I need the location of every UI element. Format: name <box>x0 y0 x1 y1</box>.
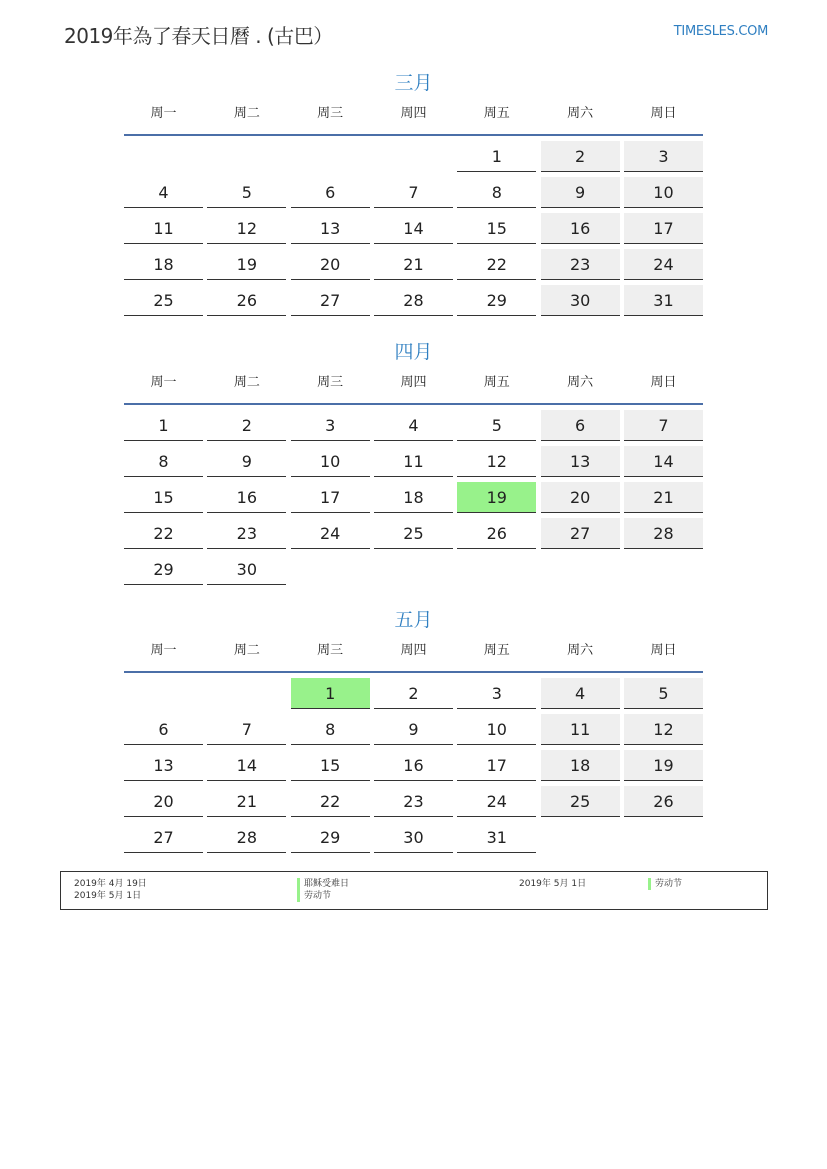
day-cell: 28 <box>207 822 286 853</box>
day-cell: 14 <box>207 750 286 781</box>
empty-cell <box>124 678 203 709</box>
weekend-day-cell: 20 <box>541 482 620 513</box>
weekend-day-cell: 3 <box>624 141 703 172</box>
legend-holiday-name: 耶稣受难日 <box>304 879 350 889</box>
day-grid <box>124 410 703 590</box>
day-cell: 6 <box>124 714 203 745</box>
day-cell: 8 <box>124 446 203 477</box>
day-cell: 18 <box>124 249 203 280</box>
weekend-day-cell: 26 <box>624 786 703 817</box>
weekend-day-cell: 5 <box>624 678 703 709</box>
day-cell: 12 <box>457 446 536 477</box>
day-cell: 27 <box>291 285 370 316</box>
weekday-label: 周六 <box>567 106 594 121</box>
day-cell: 13 <box>124 750 203 781</box>
weekday-label: 周五 <box>483 643 510 658</box>
day-cell: 15 <box>291 750 370 781</box>
weekday-label: 周二 <box>233 106 260 121</box>
weekday-label: 周六 <box>567 643 594 658</box>
legend-date: 2019年 4月 19日 <box>74 879 147 889</box>
day-cell: 28 <box>374 285 453 316</box>
page-title: 2019年為了春天日曆 . (古巴） <box>64 24 333 48</box>
day-cell: 20 <box>291 249 370 280</box>
day-cell: 3 <box>457 678 536 709</box>
day-cell: 27 <box>124 822 203 853</box>
day-cell: 24 <box>291 518 370 549</box>
weekend-day-cell: 13 <box>541 446 620 477</box>
day-cell: 18 <box>374 482 453 513</box>
weekend-day-cell: 14 <box>624 446 703 477</box>
weekend-day-cell: 24 <box>624 249 703 280</box>
day-cell: 19 <box>207 249 286 280</box>
weekend-day-cell: 11 <box>541 714 620 745</box>
weekend-day-cell: 19 <box>624 750 703 781</box>
weekend-day-cell: 10 <box>624 177 703 208</box>
weekday-label: 周一 <box>150 375 177 390</box>
day-cell: 22 <box>291 786 370 817</box>
day-cell: 8 <box>291 714 370 745</box>
day-cell: 22 <box>457 249 536 280</box>
day-cell: 16 <box>374 750 453 781</box>
weekend-day-cell: 4 <box>541 678 620 709</box>
weekday-label: 周二 <box>233 375 260 390</box>
month-title: 四月 <box>394 341 433 363</box>
weekend-day-cell: 7 <box>624 410 703 441</box>
weekday-label: 周日 <box>650 106 677 121</box>
legend-date: 2019年 5月 1日 <box>519 879 587 889</box>
empty-cell <box>207 678 286 709</box>
day-cell: 1 <box>457 141 536 172</box>
day-cell: 7 <box>207 714 286 745</box>
weekend-day-cell: 2 <box>541 141 620 172</box>
weekday-label: 周四 <box>400 375 427 390</box>
day-cell: 25 <box>124 285 203 316</box>
weekday-label: 周四 <box>400 106 427 121</box>
day-cell: 17 <box>291 482 370 513</box>
weekday-label: 周三 <box>317 375 344 390</box>
day-cell: 14 <box>374 213 453 244</box>
month-april <box>124 339 703 590</box>
day-cell: 31 <box>457 822 536 853</box>
day-cell: 15 <box>457 213 536 244</box>
weekday-label: 周三 <box>317 106 344 121</box>
day-cell: 29 <box>457 285 536 316</box>
day-cell: 10 <box>291 446 370 477</box>
month-title: 五月 <box>394 609 433 631</box>
month-title: 三月 <box>394 72 433 94</box>
day-cell: 20 <box>124 786 203 817</box>
weekday-label: 周四 <box>400 643 427 658</box>
weekday-label: 周六 <box>567 375 594 390</box>
weekday-header <box>124 641 703 673</box>
day-cell: 29 <box>291 822 370 853</box>
weekday-label: 周五 <box>483 106 510 121</box>
day-cell: 4 <box>124 177 203 208</box>
weekend-day-cell: 18 <box>541 750 620 781</box>
day-cell: 13 <box>291 213 370 244</box>
day-cell: 2 <box>374 678 453 709</box>
empty-cell <box>291 141 370 172</box>
month-march <box>124 70 703 321</box>
weekend-day-cell: 27 <box>541 518 620 549</box>
holiday-color-marker <box>648 878 651 890</box>
weekday-label: 周一 <box>150 106 177 121</box>
weekend-day-cell: 12 <box>624 714 703 745</box>
day-cell: 21 <box>374 249 453 280</box>
holiday-day-cell: 19 <box>457 482 536 513</box>
day-cell: 24 <box>457 786 536 817</box>
weekend-day-cell: 6 <box>541 410 620 441</box>
holiday-color-marker <box>297 890 300 902</box>
day-cell: 4 <box>374 410 453 441</box>
day-cell: 30 <box>374 822 453 853</box>
day-cell: 2 <box>207 410 286 441</box>
day-cell: 23 <box>374 786 453 817</box>
weekend-day-cell: 25 <box>541 786 620 817</box>
day-grid <box>124 678 703 858</box>
weekend-day-cell: 21 <box>624 482 703 513</box>
weekday-label: 周日 <box>650 375 677 390</box>
day-cell: 26 <box>207 285 286 316</box>
day-cell: 23 <box>207 518 286 549</box>
day-cell: 22 <box>124 518 203 549</box>
day-cell: 6 <box>291 177 370 208</box>
empty-cell <box>207 141 286 172</box>
legend-holiday-name: 劳动节 <box>304 891 332 901</box>
weekday-label: 周五 <box>483 375 510 390</box>
weekend-day-cell: 28 <box>624 518 703 549</box>
holiday-legend <box>60 871 768 910</box>
holiday-day-cell: 1 <box>291 678 370 709</box>
brand-link[interactable]: TIMESLES.COM <box>673 24 768 39</box>
weekend-day-cell: 30 <box>541 285 620 316</box>
day-cell: 16 <box>207 482 286 513</box>
day-cell: 8 <box>457 177 536 208</box>
empty-cell <box>124 141 203 172</box>
day-cell: 15 <box>124 482 203 513</box>
day-cell: 26 <box>457 518 536 549</box>
day-cell: 30 <box>207 554 286 585</box>
weekend-day-cell: 31 <box>624 285 703 316</box>
weekday-header <box>124 373 703 405</box>
day-grid <box>124 141 703 321</box>
weekday-label: 周日 <box>650 643 677 658</box>
day-cell: 1 <box>124 410 203 441</box>
weekend-day-cell: 23 <box>541 249 620 280</box>
day-cell: 12 <box>207 213 286 244</box>
day-cell: 17 <box>457 750 536 781</box>
day-cell: 10 <box>457 714 536 745</box>
weekday-label: 周三 <box>317 643 344 658</box>
day-cell: 5 <box>207 177 286 208</box>
weekend-day-cell: 9 <box>541 177 620 208</box>
weekend-day-cell: 17 <box>624 213 703 244</box>
day-cell: 25 <box>374 518 453 549</box>
weekday-label: 周二 <box>233 643 260 658</box>
legend-holiday-name: 劳动节 <box>655 879 683 889</box>
month-may <box>124 607 703 858</box>
day-cell: 9 <box>374 714 453 745</box>
legend-date: 2019年 5月 1日 <box>74 891 142 901</box>
day-cell: 3 <box>291 410 370 441</box>
weekday-header <box>124 104 703 136</box>
day-cell: 5 <box>457 410 536 441</box>
day-cell: 29 <box>124 554 203 585</box>
day-cell: 21 <box>207 786 286 817</box>
day-cell: 11 <box>124 213 203 244</box>
empty-cell <box>374 141 453 172</box>
weekday-label: 周一 <box>150 643 177 658</box>
day-cell: 11 <box>374 446 453 477</box>
holiday-color-marker <box>297 878 300 890</box>
day-cell: 7 <box>374 177 453 208</box>
day-cell: 9 <box>207 446 286 477</box>
weekend-day-cell: 16 <box>541 213 620 244</box>
